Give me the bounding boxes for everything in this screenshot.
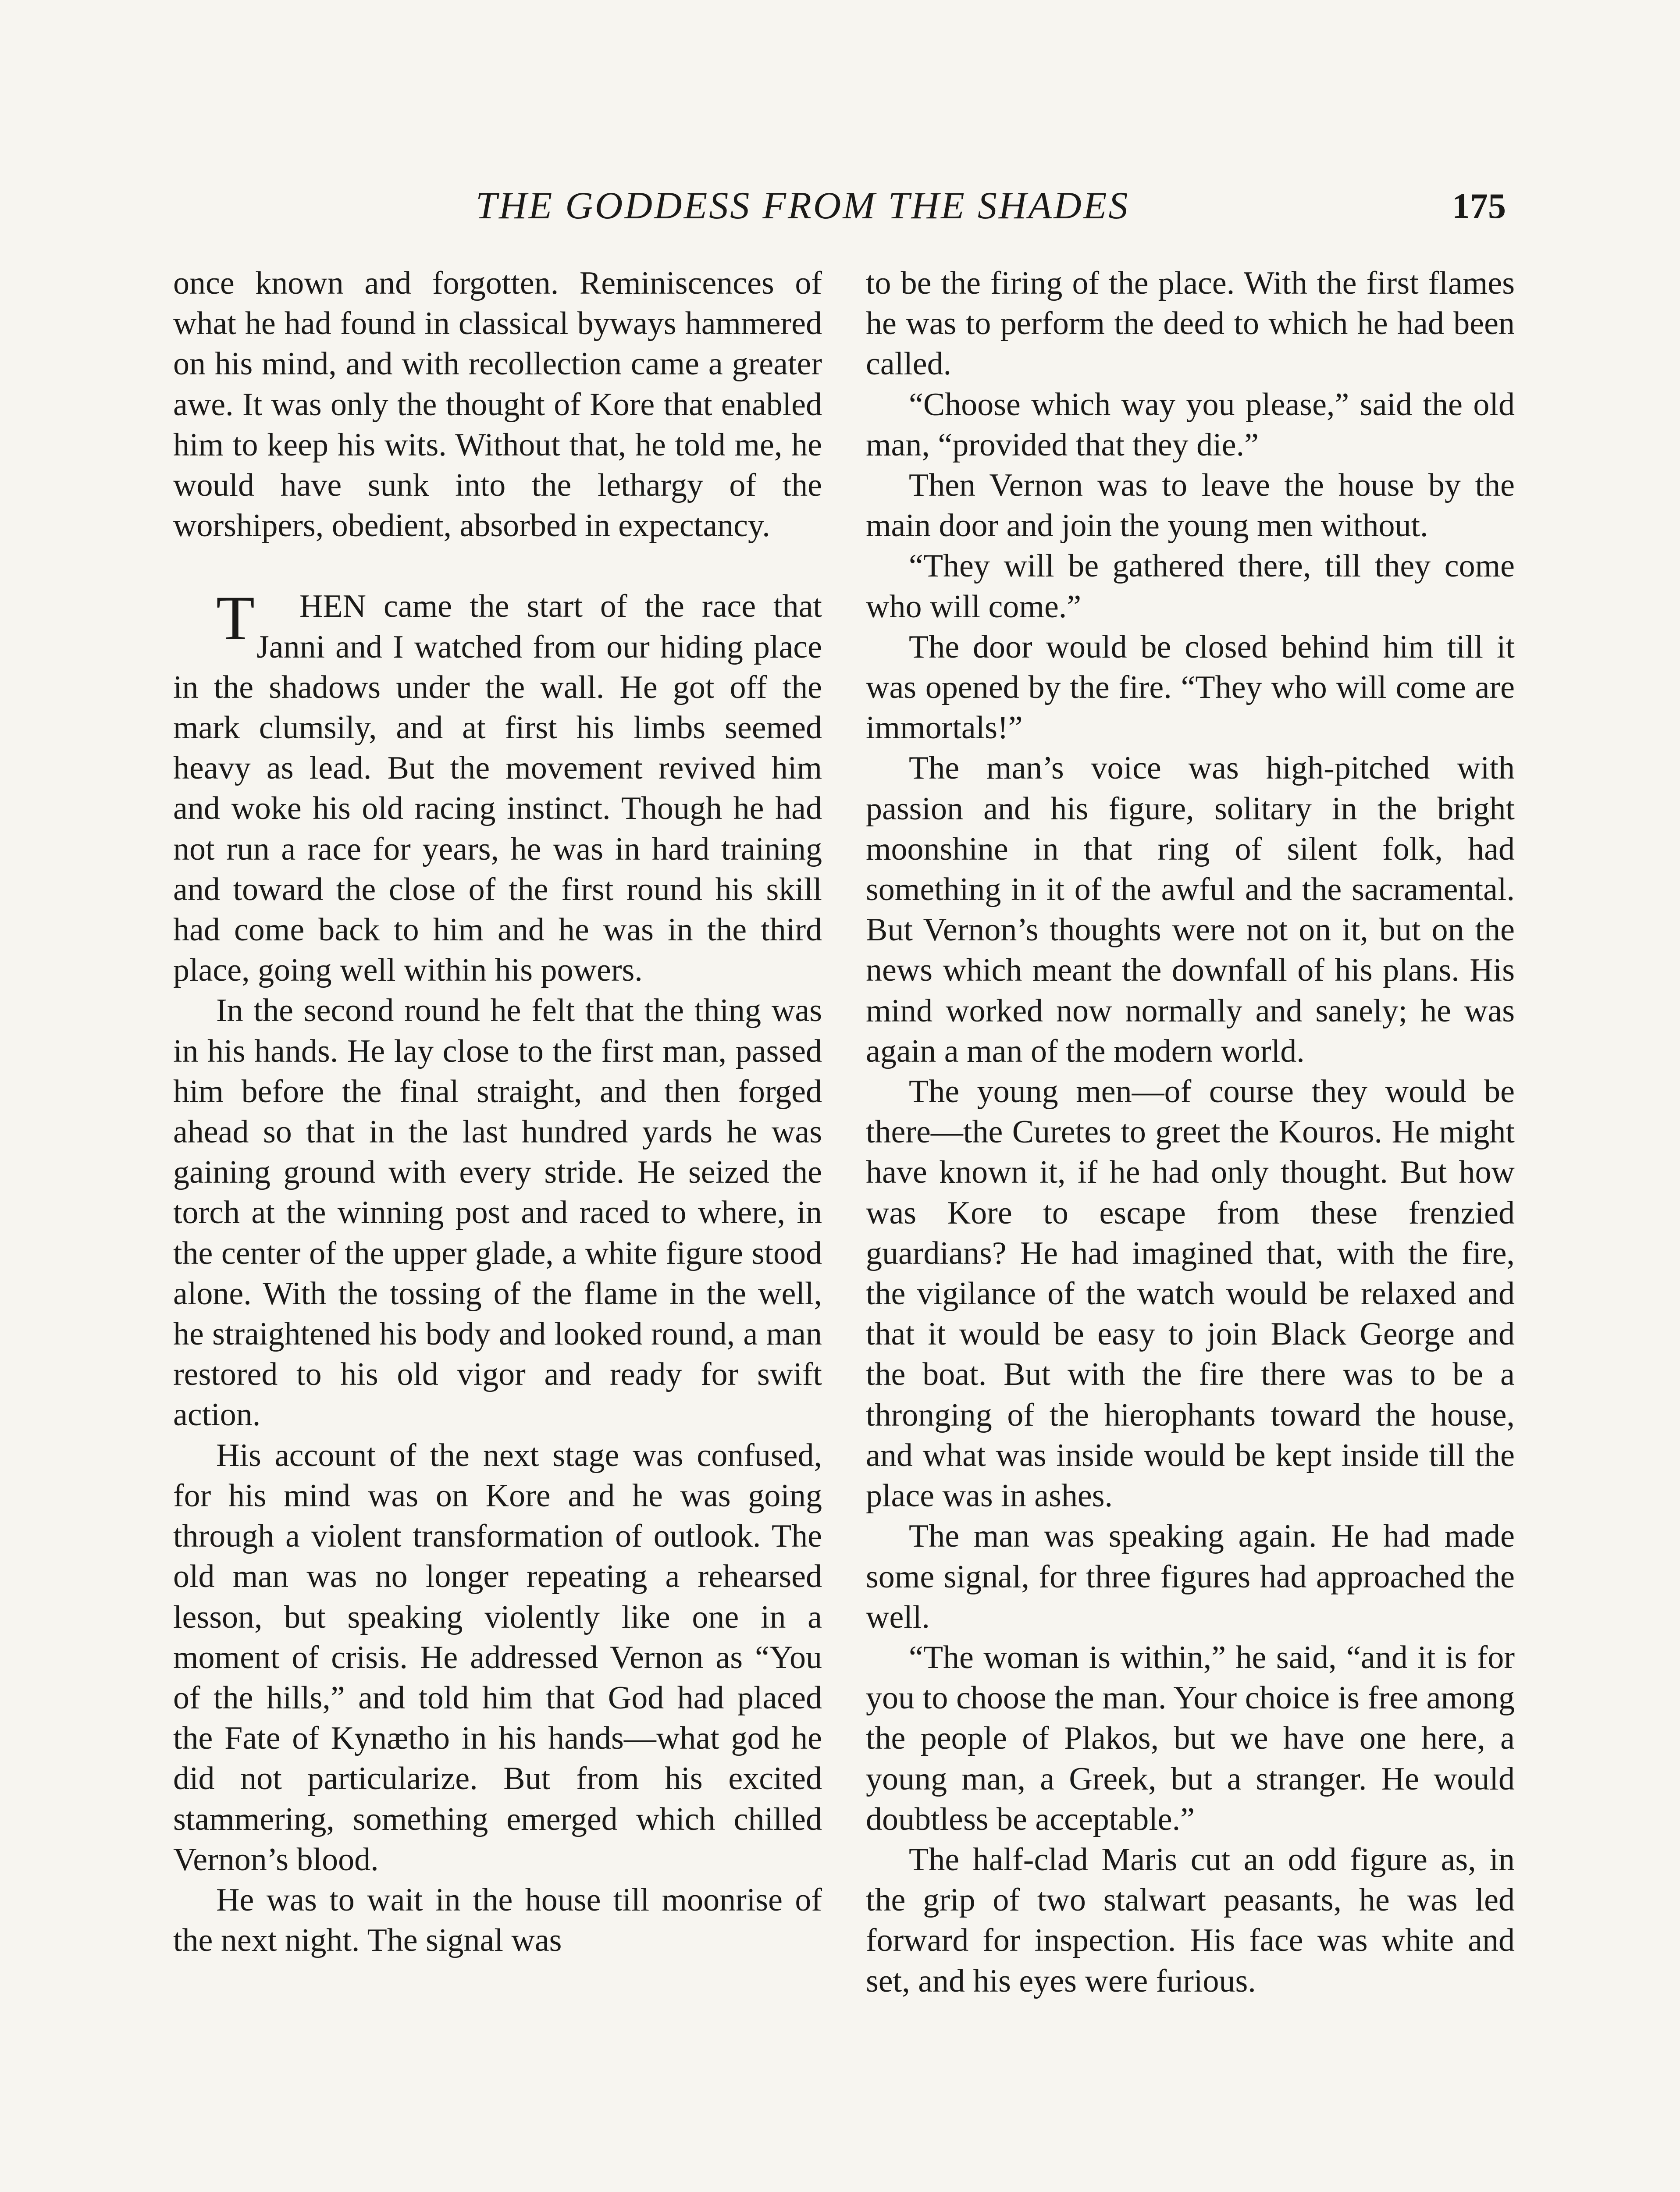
paragraph: The man’s voice was high-pitched with passion and his figure, solitary in the bright moonshine in that ring of silent folk, had something in it of the awful and the sacramental. But Vernon’s thoughts were not on it, but on the news which meant the downfall of his plans. His mind worked now normally and sanely; he was again a man of the modern world.	[866, 750, 1515, 1069]
paragraph: The man was speaking again. He had made some signal, for three figures had approached the well.	[866, 1518, 1515, 1635]
paragraph: once known and forgotten. Reminiscences of what he had found in classical byways hammered on his mind, and with recollection came a greater awe. It was only the thought of Kore that enabled him to keep his wits. Without that, he told me, he would have sunk into the lethargy of the worshipers, obedient, absorbed in expectancy.	[173, 265, 822, 544]
running-header	[173, 180, 1506, 232]
paragraph: His account of the next stage was confused, for his mind was on Kore and he was going through a violent transformation of outlook. The old man was no longer repeating a rehearsed lesson, but speaking violently like one in a moment of crisis. He addressed Vernon as “You of the hills,” and told him that God had placed the Fate of Kynætho in his hands—what god he did not particularize. But from his excited stammering, something emerged which chilled Vernon’s blood.	[173, 1437, 822, 1878]
running-title: THE GODDESS FROM THE SHADES	[476, 185, 1130, 227]
paragraph: “Choose which way you please,” said the old man, “provided that they die.”	[866, 386, 1515, 463]
right-text-column	[866, 263, 1515, 2001]
paragraph	[173, 586, 822, 990]
page-number: 175	[1452, 186, 1506, 226]
paragraph: The door would be closed behind him till it was opened by the fire. “They who will come are immortals!”	[866, 629, 1515, 746]
drop-cap: T	[216, 584, 255, 654]
paragraph: “The woman is within,” he said, “and it is for you to choose the man. Your choice is free among the people of Plakos, but we have one here, a young man, a Greek, but a stranger. He would doubtless be acceptable.”	[866, 1639, 1515, 1837]
left-text-column	[173, 263, 822, 1961]
paragraph: He was to wait in the house till moonrise of the next night. The signal was	[173, 1882, 822, 1959]
paragraph: The young men—of course they would be there—the Curetes to greet the Kouros. He might have known it, if he had only thought. But how was Kore to escape from these frenzied guardians? He had imagined that, with the fire, the vigilance of the watch would be relaxed and that it would be easy to join Black George and the boat. But with the fire there was to be a thronging of the hierophants toward the house, and what was inside would be kept inside till the place was in ashes.	[866, 1074, 1515, 1514]
paragraph: to be the firing of the place. With the first flames he was to perform the deed to which he had been called.	[866, 265, 1515, 382]
section-break	[173, 546, 822, 586]
paragraph: “They will be gathered there, till they come who will come.”	[866, 548, 1515, 625]
paragraph: In the second round he felt that the thing was in his hands. He lay close to the first man, passed him before the final straight, and then forged ahead so that in the last hundred yards he was gaining ground with every stride. He seized the torch at the winning post and raced to where, in the center of the upper glade, a white figure stood alone. With the tossing of the flame in the well, he straightened his body and looked round, a man restored to his old vigor and ready for swift action.	[173, 993, 822, 1433]
paragraph: Then Vernon was to leave the house by the main door and join the young men without.	[866, 467, 1515, 544]
paragraph: The half-clad Maris cut an odd figure as, in the grip of two stalwart peasants, he was led forward for inspection. His face was white and set, and his eyes were furious.	[866, 1841, 1515, 1999]
paragraph-text: HEN came the start of the race that Janni and I watched from our hiding place in the shadows under the wall. He got off the mark clumsily, and at first his limbs seemed heavy as lead. But the movement revived him and woke his old racing instinct. Though he had not run a race for years, he was in hard training and toward the close of the first round his skill had come back to him and he was in the third place, going well within his powers.	[173, 588, 822, 989]
